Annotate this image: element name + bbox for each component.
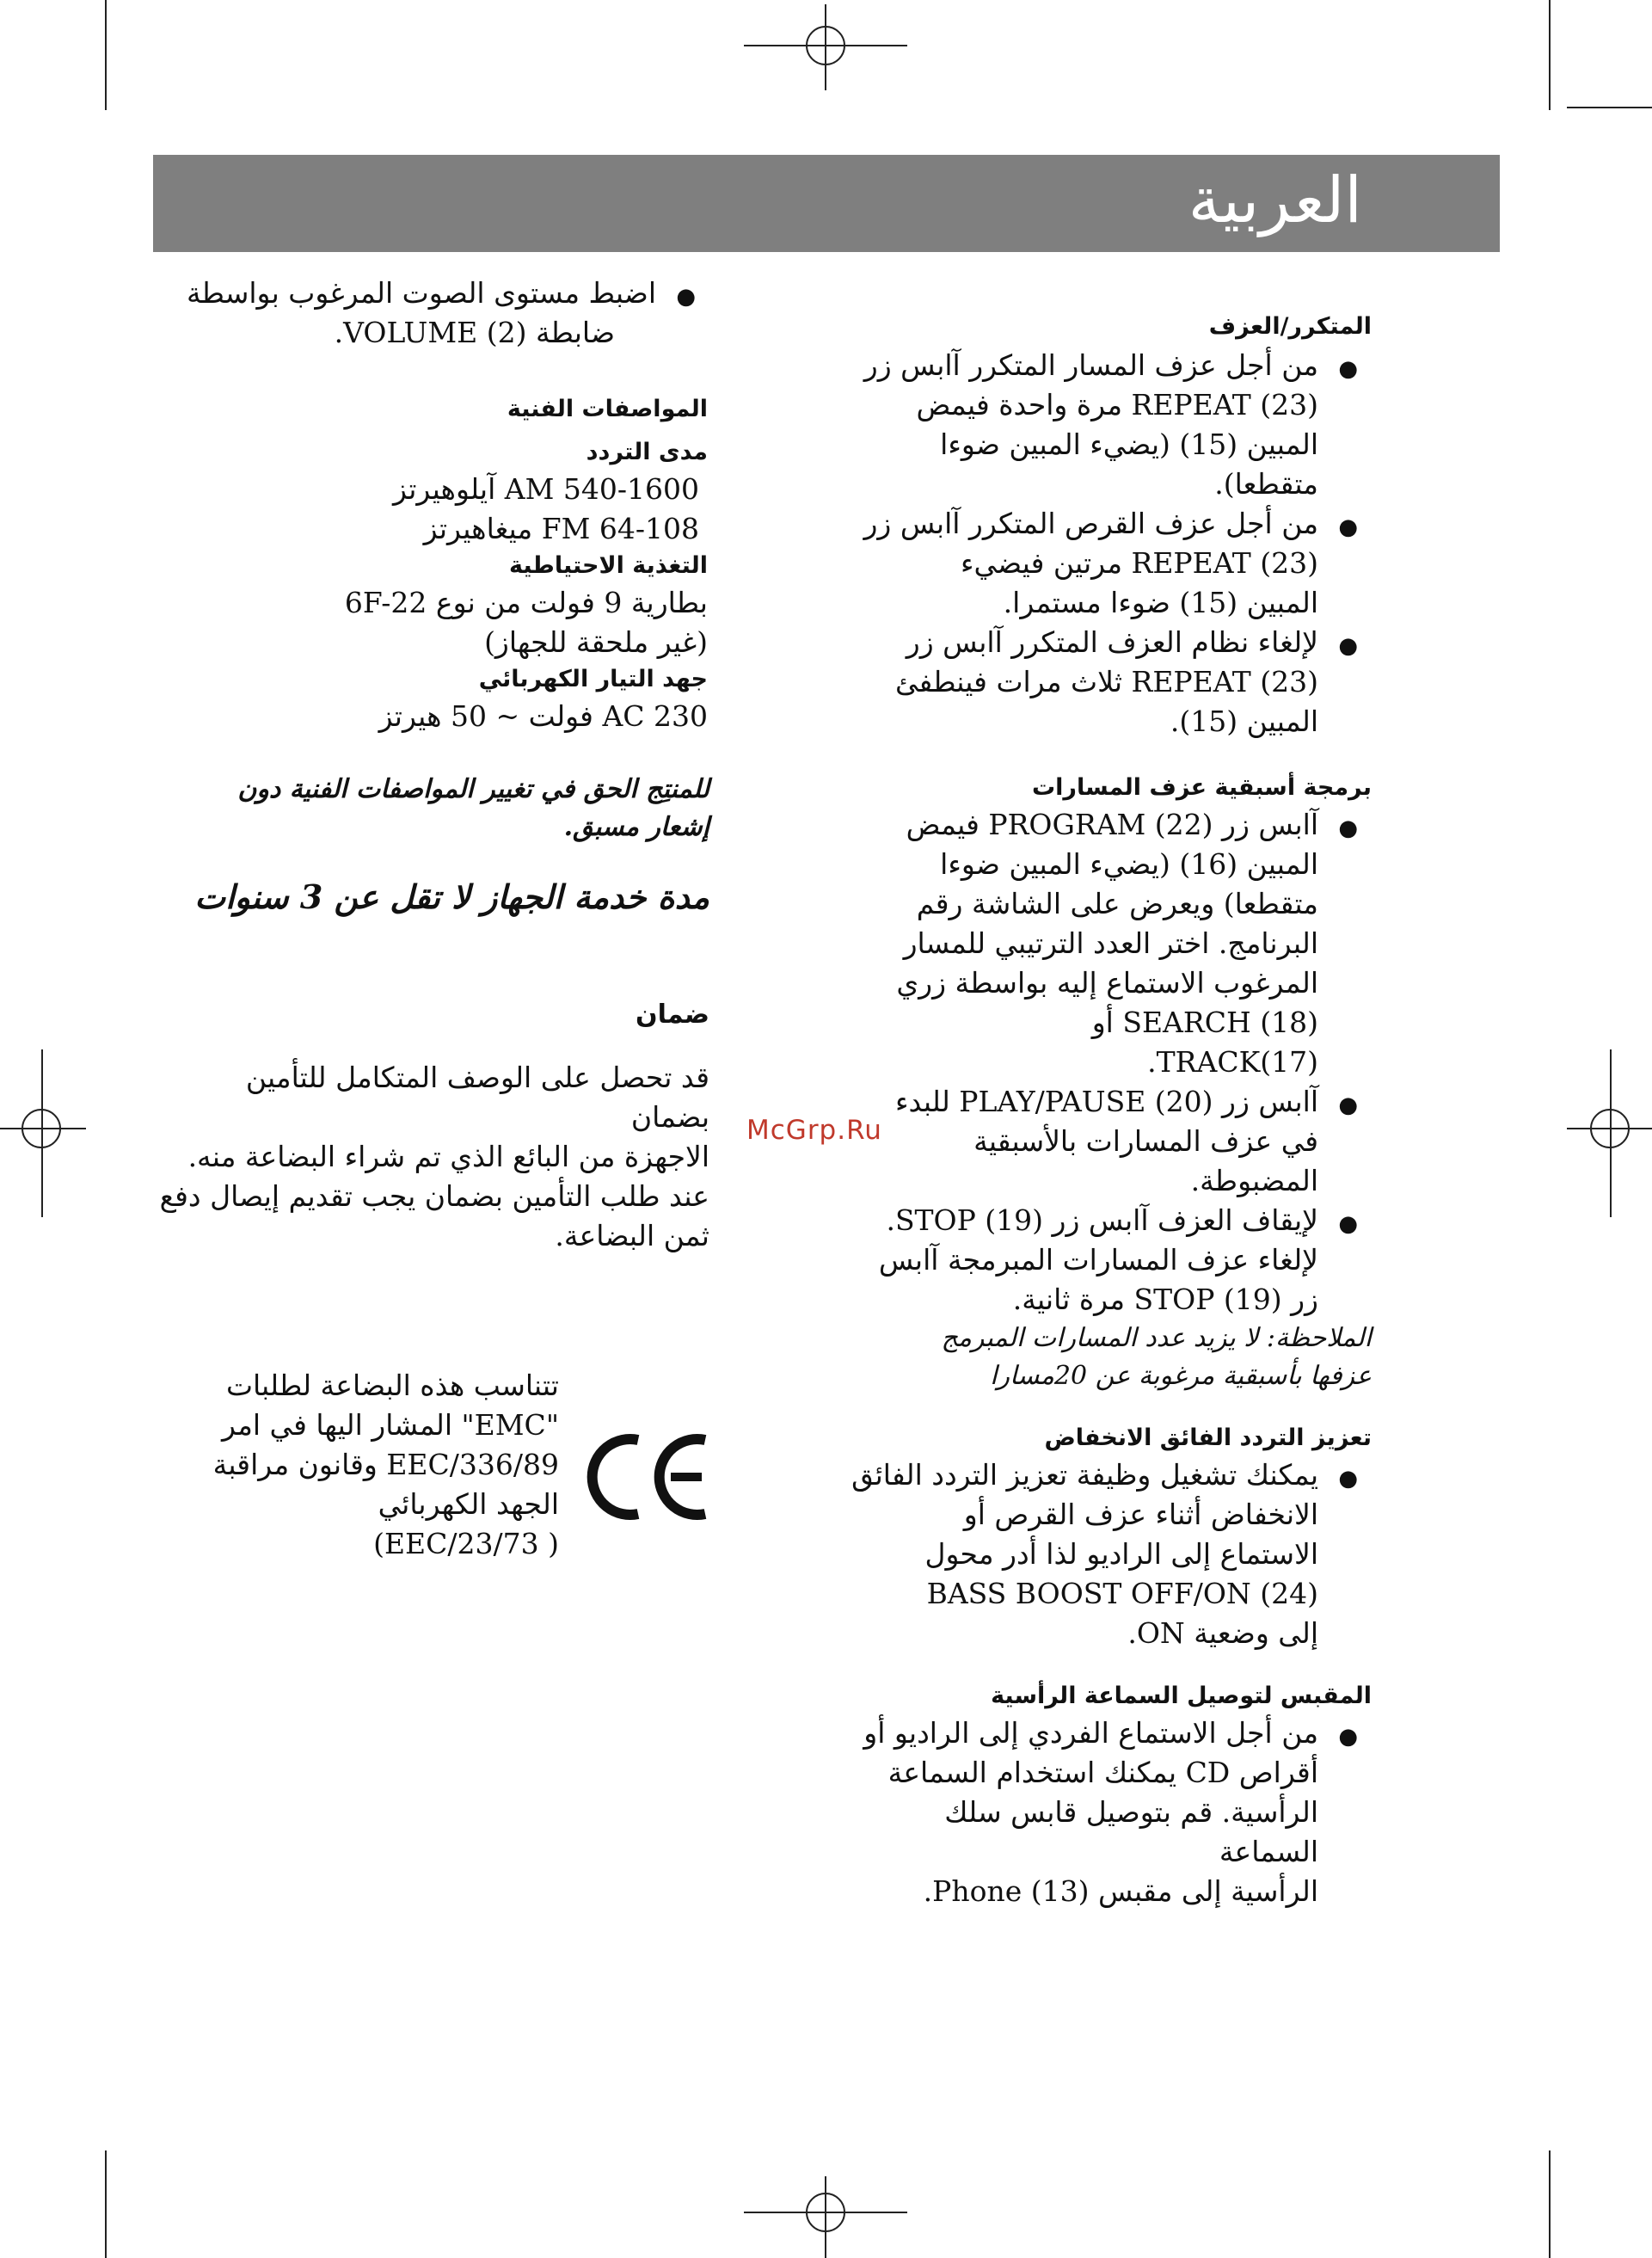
crop-mark-top-right (1549, 0, 1551, 110)
page-title: العربية (1188, 163, 1362, 237)
registration-mark-bottom (744, 2176, 907, 2258)
am-range: AM 540-1600 آيلوهيرتز (392, 472, 699, 506)
voltage-value: AC 230 فولت ~ 50 هيرتز (378, 699, 708, 733)
language-header-band (153, 155, 1500, 252)
registration-mark-left (0, 1086, 86, 1172)
service-life: مدة خدمة الجهاز لا تقل عن 3 سنوات (194, 877, 709, 916)
specs-heading: المواصفات الفنية (507, 396, 708, 422)
list-item: ● يمكنك تشغيل وظيفة تعزيز التردد الفائق الانخفاض أثناء عزف القرص أو الاستماع إلى الراديو لذا أدر محول BASS BOOST OFF/ON (24) إلى وضعية ON. (851, 1458, 1358, 1650)
emc-statement: تتناسب هذه البضاعة لطلبات "EMC" المشار اليها في امر EEC/336/89 وقانون مراقبة الجهد الكهربائي ( EEC/23/73) (212, 1369, 559, 1560)
specs-block (159, 392, 709, 736)
crop-mark-top-right-h (1567, 107, 1652, 108)
backup-power-heading: التغذية الاحتياطية (509, 552, 708, 579)
registration-mark-top (744, 4, 907, 90)
list-item: ● من أجل عزف القرص المتكرر آابس زر REPEAT (23) مرتين فيضيء المبين (15) ضوءا مستمرا. (863, 507, 1358, 619)
crop-mark-bottom-right (1549, 2150, 1551, 2258)
bullet-icon: ● (1338, 633, 1358, 659)
ce-mark-icon (585, 1430, 714, 1524)
bullet-icon: ● (676, 284, 696, 310)
list-item: ● من أجل عزف المسار المتكرر آابس زر REPEAT (23) مرة واحدة فيمض المبين (15) (يضيء المبين ضوءا متقطعا). (863, 348, 1358, 501)
crop-mark-top-left (105, 0, 107, 110)
repeat-heading: المتكرر/العزف (1208, 313, 1372, 340)
bass-heading: تعزيز التردد الفائق الانخفاض (1044, 1424, 1372, 1451)
bullet-icon: ● (1338, 1211, 1358, 1237)
list-item: ● آابس زر PLAY/PAUSE (20) للبدء في عزف المسارات بالأسبقية المضبوطة. (895, 1085, 1358, 1197)
list-item: ● اضبط مستوى الصوت المرغوب بواسطة ضابطة VOLUME (2). (186, 276, 696, 349)
warranty-text: قد تحصل على الوصف المتكامل للتأمين بضمان الاجهزة من البائع الذي تم شراء البضاعة منه. عند طلب التأمين بضمان يجب تقديم إيصال دفع ثمن البضاعة. (159, 1061, 709, 1252)
battery-line: بطارية 9 فولت من نوع 6F-22 (344, 586, 708, 619)
registration-mark-right (1567, 1086, 1652, 1172)
bullet-icon: ● (1338, 1724, 1358, 1750)
bullet-icon: ● (1338, 1092, 1358, 1118)
bullet-icon: ● (1338, 356, 1358, 382)
program-note: الملاحظة: لا يزيد عدد المسارات المبرمج عزفها بأسبقية مرغوبة عن 20مسارا (941, 1323, 1372, 1391)
bullet-icon: ● (1338, 514, 1358, 540)
bullet-icon: ● (1338, 1466, 1358, 1492)
right-column (851, 310, 1372, 1911)
fm-range: FM 64-108 ميغاهيرتز (423, 512, 699, 545)
watermark: McGrp.Ru (746, 1115, 882, 1146)
voltage-heading: جهد التيار الكهربائي (478, 666, 708, 692)
rights-note: للمنتِج الحق في تغيير المواصفات الفنية دون إشعار مسبق. (237, 774, 709, 842)
list-item: ● لإيقاف العزف آابس زر STOP (19). لإلغاء عزف المسارات المبرمجة آابس زر STOP (19) مرة ثانية. (878, 1203, 1358, 1316)
warranty-heading: ضمان (636, 1000, 709, 1030)
list-item: ● آابس زر PROGRAM (22) فيمض المبين (16) (يضيء المبين ضوءا متقطعا) ويعرض على الشاشة رقم البرنامج. اختر العدد الترتيبي للمسار المرغوب الاستماع إليه بواسطة زري SEARCH (18) أو TRACK(17). (896, 808, 1358, 1079)
crop-mark-bottom-left (105, 2150, 107, 2258)
battery-note: (غير ملحقة للجهاز) (484, 625, 708, 659)
list-item: ● لإلغاء نظام العزف المتكرر آابس زر REPEAT (23) ثلاث مرات فينطفئ المبين (15). (895, 625, 1358, 738)
bullet-icon: ● (1338, 815, 1358, 841)
list-item: ● من أجل الاستماع الفردي إلى الراديو أو أقراص CD يمكنك استخدام السماعة الرأسية. قم بتوصيل قابس سلك السماعة الرأسية إلى مقبس Phone (13). (863, 1716, 1358, 1908)
frequency-heading: مدى التردد (586, 439, 708, 465)
headphones-heading: المقبس لتوصيل السماعة الرأسية (991, 1683, 1372, 1709)
program-heading: برمجة أسبقية عزف المسارات (1032, 774, 1372, 801)
left-column (159, 274, 709, 1256)
